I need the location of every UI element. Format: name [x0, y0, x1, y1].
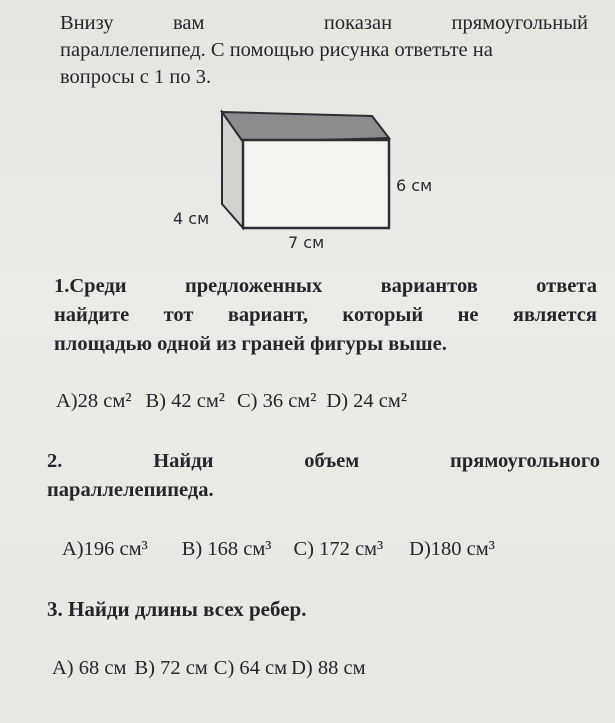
q2-word: объем — [304, 450, 360, 472]
question-1 — [54, 273, 597, 360]
intro-word: прямоугольный — [451, 12, 588, 34]
question-2 — [47, 448, 600, 506]
q1-option-b[interactable]: B) 42 см² — [145, 390, 225, 412]
q2-line-1 — [47, 448, 600, 477]
q2-option-c[interactable]: C) 172 см³ — [293, 538, 384, 560]
front-face — [243, 140, 389, 228]
q2-option-a[interactable]: A)196 см³ — [62, 538, 148, 560]
q1-word: ответа — [536, 275, 597, 297]
q3-option-a[interactable]: A) 68 см — [52, 657, 127, 679]
q3-option-d[interactable]: D) 88 см — [291, 657, 366, 679]
q1-word: вариант, — [227, 304, 309, 326]
q2-line-2: параллелепипеда. — [47, 479, 214, 501]
q3-option-b[interactable]: B) 72 см — [134, 657, 208, 679]
q2-word: Найди — [153, 450, 214, 472]
q1-word: тот — [163, 304, 194, 326]
q1-line-2 — [54, 302, 597, 331]
q1-option-a[interactable]: A)28 см² — [56, 390, 132, 412]
q1-option-c[interactable]: C) 36 см² — [236, 390, 317, 412]
q1-line-1 — [54, 273, 597, 302]
depth-label: 4 см — [173, 209, 210, 228]
q3-options — [52, 655, 378, 682]
q1-word: не — [457, 304, 479, 326]
q1-option-d[interactable]: D) 24 см² — [326, 390, 408, 412]
intro-line-3: вопросы с 1 по 3. — [60, 66, 212, 88]
question-3-title: 3. Найди длины всех ребер. — [47, 597, 307, 621]
intro-line-2: параллелепипед. С помощью рисунка ответьте на — [60, 39, 493, 61]
height-label: 6 см — [396, 176, 433, 195]
q1-word: является — [512, 304, 597, 326]
q1-word: найдите — [54, 304, 130, 326]
q1-word: вариантов — [380, 275, 478, 297]
q1-word: предложенных — [184, 275, 323, 297]
intro-word: Внизу — [60, 12, 114, 34]
length-label: 7 см — [288, 233, 325, 252]
q1-word: 1.Среди — [54, 275, 127, 297]
q2-options — [62, 536, 507, 563]
q2-option-d[interactable]: D)180 см³ — [409, 538, 495, 560]
q3-option-c[interactable]: C) 64 см — [213, 657, 288, 679]
q1-line-3: площадью одной из граней фигуры выше. — [54, 333, 447, 355]
q2-option-b[interactable]: B) 168 см³ — [181, 538, 272, 560]
intro-word: показан — [323, 12, 393, 34]
top-face — [222, 112, 389, 142]
q2-word: прямоугольного — [450, 450, 600, 472]
q2-word: 2. — [47, 450, 63, 472]
intro-word: вам — [172, 12, 205, 34]
q1-word: который — [342, 304, 424, 326]
parallelepiped-figure — [0, 0, 615, 270]
q1-options — [56, 388, 419, 415]
